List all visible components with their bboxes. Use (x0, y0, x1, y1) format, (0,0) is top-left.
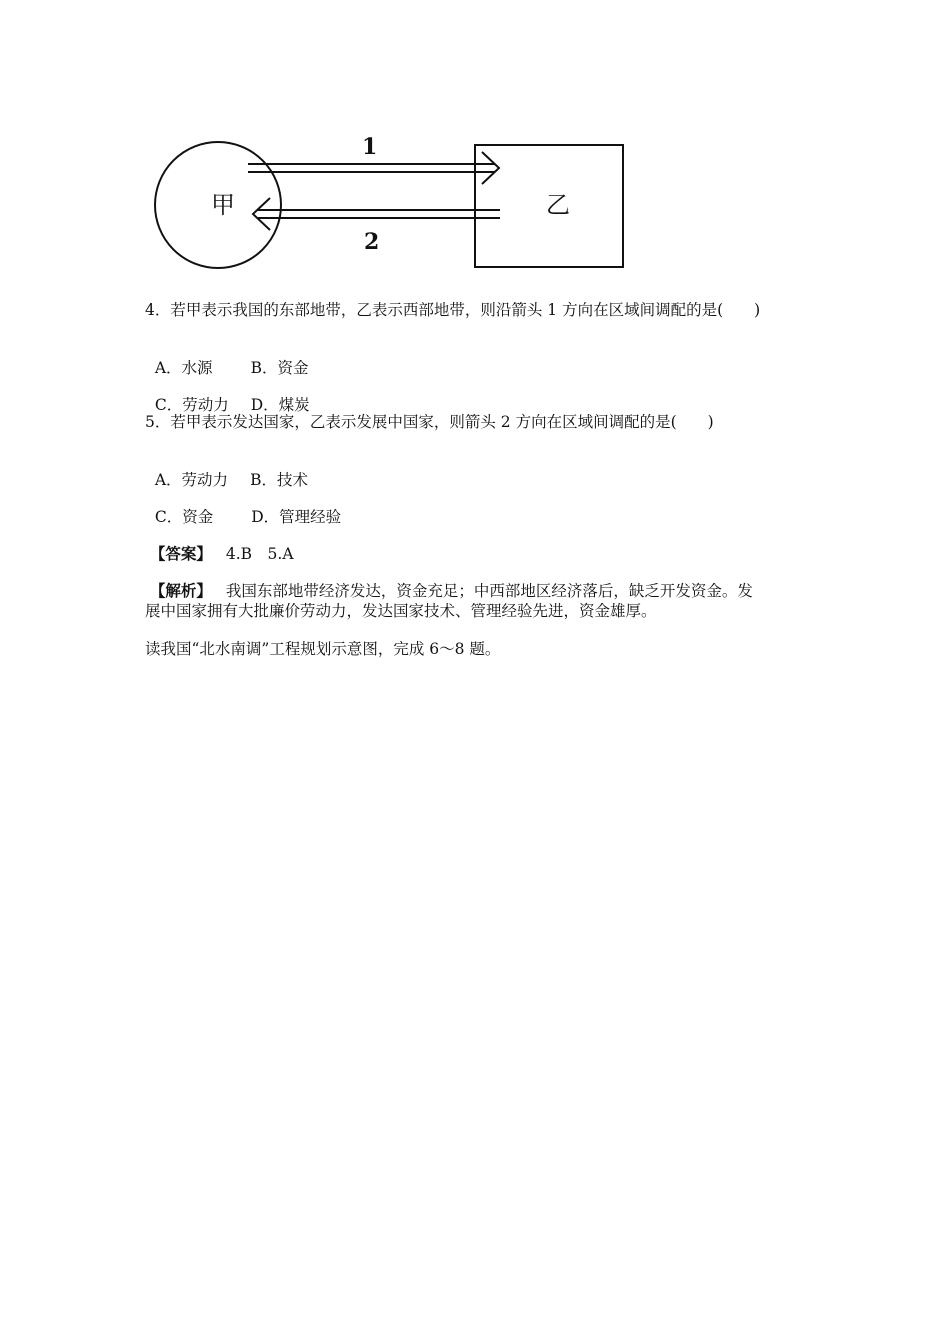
answer-text: 4.B 5.A (225, 545, 294, 563)
arrow-2 (253, 198, 500, 230)
arrow-2-label: 2 (364, 229, 380, 255)
q5-options-ab (145, 450, 308, 490)
transfer-diagram (150, 130, 630, 275)
answer-line (140, 524, 294, 564)
q4-stem: 4．若甲表示我国的东部地带，乙表示西部地带，则沿箭头 1 方向在区域间调配的是( ) (145, 301, 761, 319)
q4-options-cd (145, 375, 310, 415)
box-label: 乙 (546, 191, 570, 219)
q5-option-a: A．劳动力 (154, 471, 229, 489)
q4-options-ab (145, 338, 308, 378)
q5-option-c: C．资金 (154, 508, 214, 526)
analysis-line-1 (140, 561, 753, 601)
answer-tag: 【答案】 (149, 544, 212, 563)
q5-option-d: D．管理经验 (251, 508, 342, 526)
q4-option-c: C．劳动力 (154, 396, 229, 414)
circle-label: 甲 (211, 191, 235, 219)
q4-option-d: D．煤炭 (250, 396, 310, 414)
analysis-text-1: 我国东部地带经济发达，资金充足；中西部地区经济落后，缺乏开发资金。发 (225, 582, 753, 600)
q5-options-cd (145, 487, 341, 527)
arrow-1-label: 1 (362, 134, 378, 160)
analysis-tag: 【解析】 (149, 581, 212, 600)
q4-option-b: B．资金 (250, 359, 309, 377)
q5-option-b: B．技术 (250, 471, 308, 489)
next-intro: 读我国“北水南调”工程规划示意图，完成 6～8 题。 (145, 640, 501, 658)
q4-option-a: A．水源 (154, 359, 213, 377)
analysis-line-2: 展中国家拥有大批廉价劳动力，发达国家技术、管理经验先进，资金雄厚。 (145, 602, 657, 620)
q5-stem: 5．若甲表示发达国家，乙表示发展中国家，则箭头 2 方向在区域间调配的是( ) (145, 413, 714, 431)
